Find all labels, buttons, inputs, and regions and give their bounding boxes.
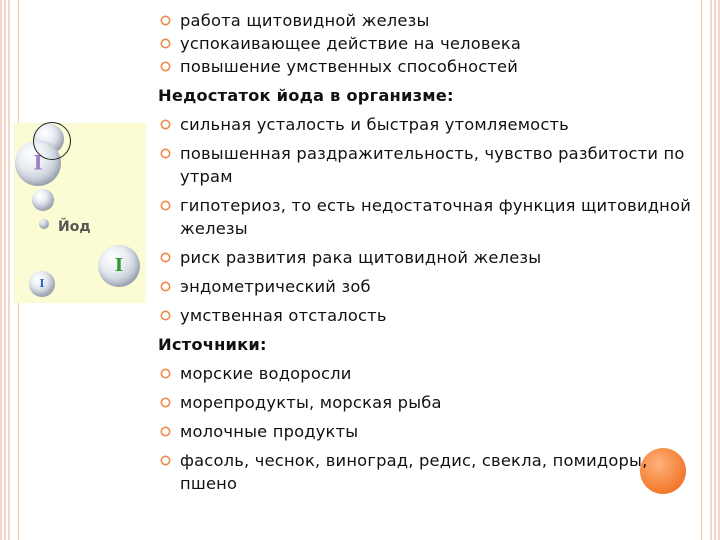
- list-item-text: работа щитовидной железы: [180, 11, 430, 30]
- bullet-icon: [160, 61, 171, 72]
- list-item-text: морские водоросли: [180, 364, 352, 383]
- list-item-text: успокаивающее действие на человека: [180, 34, 522, 53]
- bullet-icon: [160, 38, 171, 49]
- right-border-stripe: [708, 0, 720, 540]
- bubble-letter: I: [39, 277, 45, 291]
- bullet-icon: [160, 426, 171, 437]
- list-item-text: молочные продукты: [180, 422, 359, 441]
- bullet-icon: [160, 252, 171, 263]
- bubble-iodine-medium: [98, 245, 140, 287]
- bullet-icon: [160, 281, 171, 292]
- right-border-line: [701, 0, 702, 540]
- list-item: [158, 304, 698, 327]
- iodine-illustration: [14, 123, 146, 303]
- list-item: [158, 113, 698, 136]
- list-item-text: умственная отсталость: [180, 306, 387, 325]
- list-item: [158, 246, 698, 269]
- bubble-iodine-small: [29, 271, 55, 297]
- list-item: [158, 275, 698, 298]
- bullet-icon: [160, 148, 171, 159]
- list-item: [158, 55, 698, 78]
- list-item: [158, 142, 698, 188]
- list-item-text: сильная усталость и быстрая утомляемость: [180, 115, 569, 134]
- bubble-small-mid: [32, 189, 54, 211]
- list-item: [158, 194, 698, 240]
- sources-heading: Источники:: [158, 335, 267, 354]
- bullet-icon: [160, 455, 171, 466]
- bubble-letter: I: [33, 150, 43, 175]
- iodine-label: Йод: [58, 219, 91, 235]
- bullet-icon: [160, 15, 171, 26]
- list-item-text: риск развития рака щитовидной железы: [180, 248, 542, 267]
- deficiency-heading: Недостаток йода в организме:: [158, 86, 454, 105]
- list-item-text: морепродукты, морская рыба: [180, 393, 442, 412]
- list-item-text: фасоль, чеснок, виноград, редис, свекла, помидоры, пшено: [180, 451, 648, 493]
- bubble-letter: I: [114, 255, 124, 277]
- bullet-icon: [160, 200, 171, 211]
- list-item: [158, 391, 698, 414]
- list-item-text: повышенная раздражительность, чувство разбитости по утрам: [180, 144, 685, 186]
- left-border-stripe: [0, 0, 12, 540]
- list-item-text: повышение умственных способностей: [180, 57, 519, 76]
- bullet-icon: [160, 368, 171, 379]
- bubble-tiny: [39, 219, 49, 229]
- list-item-text: гипотериоз, то есть недостаточная функция щитовидной железы: [180, 196, 691, 238]
- list-item-text: эндометрический зоб: [180, 277, 371, 296]
- bullet-icon: [160, 119, 171, 130]
- bullet-icon: [160, 397, 171, 408]
- list-item: [158, 449, 698, 495]
- list-item: [158, 362, 698, 385]
- list-item: [158, 32, 698, 55]
- bubble-outline-ring: [33, 122, 71, 160]
- bullet-icon: [160, 310, 171, 321]
- content-list: [158, 9, 698, 495]
- list-item: [158, 9, 698, 32]
- list-item: [158, 420, 698, 443]
